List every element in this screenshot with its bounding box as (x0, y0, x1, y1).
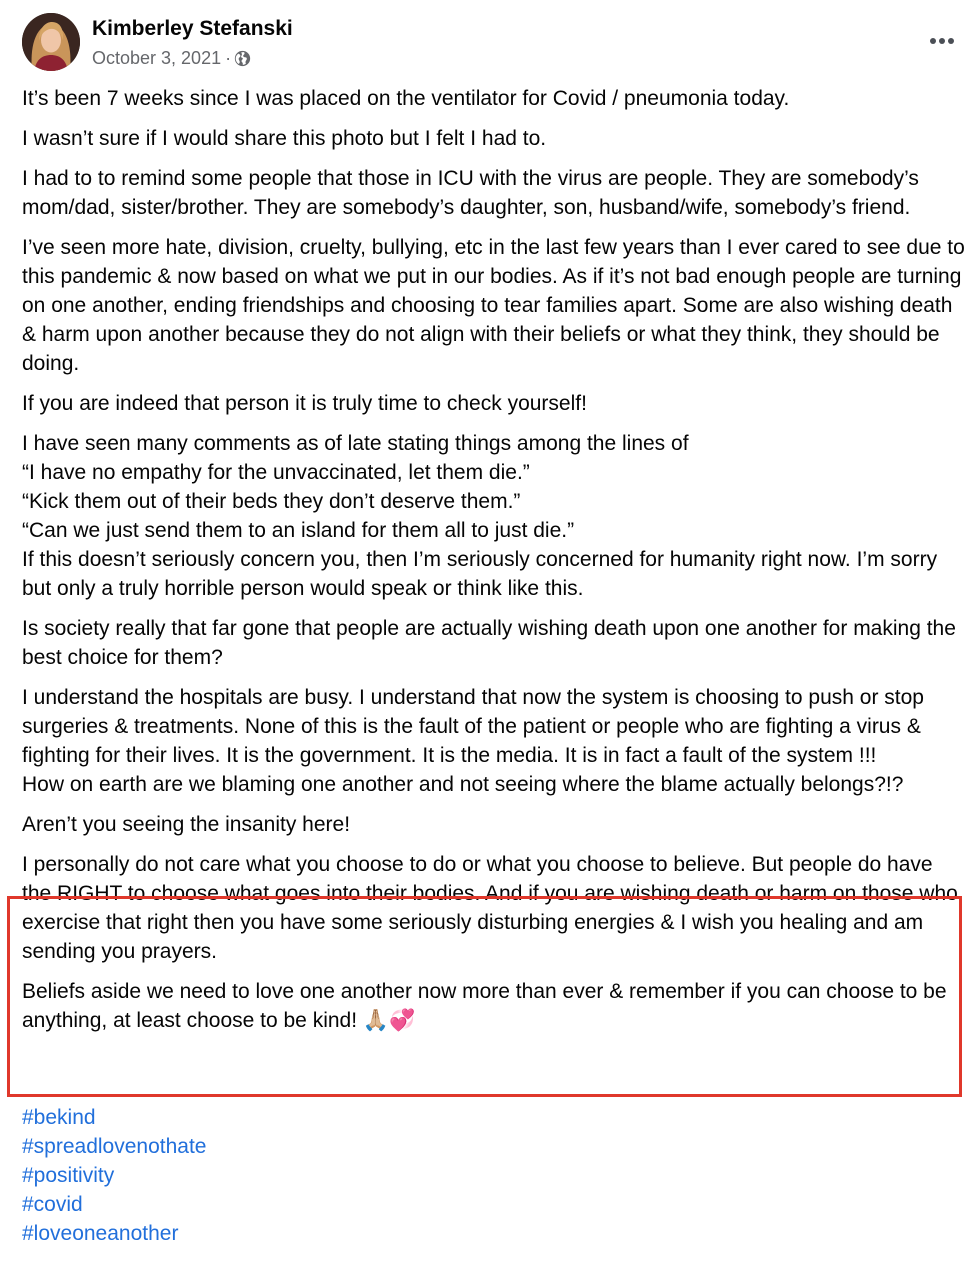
hashtag-link[interactable]: #spreadlovenothate (22, 1135, 207, 1158)
post-paragraph-highlighted: I personally do not care what you choose to do or what you choose to believe. But people do have the RIGHT to choose what goes into their bodies. And if you are wishing death or harm on those who exercise that right then you have some seriously disturbing energies & I wish you healing and am sending you prayers. (22, 853, 958, 963)
post-paragraph: I wasn’t sure if I would share this photo but I felt I had to. (22, 127, 547, 150)
post-body (22, 84, 967, 1046)
hashtag-link[interactable]: #loveoneanother (22, 1222, 179, 1245)
post-meta (92, 47, 251, 69)
hashtag-link[interactable]: #covid (22, 1193, 83, 1216)
more-horizontal-icon (929, 31, 956, 49)
meta-separator: · (225, 47, 232, 68)
globe-icon[interactable] (234, 50, 251, 67)
avatar[interactable] (22, 13, 80, 71)
post-date[interactable]: October 3, 2021 (92, 47, 222, 68)
author-name[interactable]: Kimberley Stefanski (92, 17, 293, 40)
post-paragraph: It’s been 7 weeks since I was placed on the ventilator for Covid / pneumonia today. (22, 87, 790, 110)
post-paragraph: I understand the hospitals are busy. I understand that now the system is choosing to push or stop surgeries & treatments. None of this is the fault of the patient or people who are fighting a virus & fighting for their lives. It is the government. It is the media. It is in fact a fault of the system !!! How on earth are we blaming one another and not seeing where the blame actually belongs?!? (22, 686, 924, 796)
post-paragraph: Aren’t you seeing the insanity here! (22, 813, 351, 836)
post-paragraph: I’ve seen more hate, division, cruelty, bullying, etc in the last few years than I ever cared to see due to this pandemic & now based on what we put in our bodies. As if it’s not bad enough people are turning on one another, ending friendships and choosing to tear families apart. Some are also wishing death & harm upon another because they do not align with their beliefs or what they think, they should be doing. (22, 236, 965, 375)
post-paragraph: I had to to remind some people that those in ICU with the virus are people. They are somebody’s mom/dad, sister/brother. They are somebody’s daughter, son, husband/wife, somebody’s friend. (22, 167, 919, 219)
post-header (22, 13, 962, 73)
more-options-button[interactable] (922, 25, 962, 55)
post-paragraph: Is society really that far gone that people are actually wishing death upon one another for making the best choice for them? (22, 617, 956, 669)
hashtag-link[interactable]: #positivity (22, 1164, 115, 1187)
post-paragraph-highlighted: Beliefs aside we need to love one another now more than ever & remember if you can choose to be anything, at least choose to be kind! 🙏🏼💞 (22, 980, 947, 1032)
post-paragraph: If you are indeed that person it is truly time to check yourself! (22, 392, 587, 415)
hashtag-link[interactable]: #bekind (22, 1106, 96, 1129)
hashtag-list (22, 1103, 206, 1248)
post-paragraph: I have seen many comments as of late stating things among the lines of “I have no empathy for the unvaccinated, let them die.” “Kick them out of their beds they don’t deserve them.” “Can we just send them to an island for them all to just die.” If this doesn’t seriously concern you, then I’m seriously concerned for humanity right now. I’m sorry but only a truly horrible person would speak or think like this. (22, 432, 938, 600)
avatar-image (22, 13, 80, 71)
